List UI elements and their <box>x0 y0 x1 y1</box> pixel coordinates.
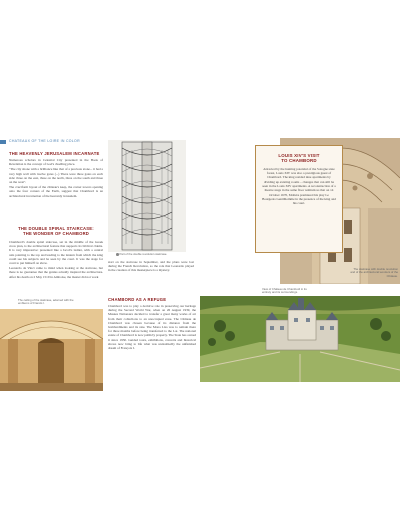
box-text: Attracted by the hunting potential of the Sologne state forest, Louis XIV was also a prestigious guest of Chambord. The king resided nine apartments by dividing up existing rooms – changes that can still be seen in the Louis XIV apartments. A reconstruction of a theatre stage in the same floor reminds us that on 14 October 1670, Molière premiered his play Le Bourgeois Gentilhomme in the presence of the king and his court. <box>262 166 336 206</box>
staircase-engraving-image <box>108 140 186 252</box>
section-staircase-continued: start on the staircase in September, and the plans were lost during the French Revolution, so the role that Leonardo played in the creation of this masterpiece is a mystery. <box>108 260 194 273</box>
caption-staircase: Part of the double revolution staircase. <box>116 253 190 256</box>
heading-line: LOUIS XIV'S VISIT <box>278 153 320 158</box>
paragraph: The cruciform layout of the château's keep, the corner towers opening onto the four corners of the Earth, suggest that Chambord is an architectural incarnation of the heavenly Jerusalem. <box>9 185 103 198</box>
page-header: CHATEAUX OF THE LOIRE IN COLOR <box>9 139 80 143</box>
section-heading-jerusalem: THE HEAVENLY JERUSALEM INCARNATE <box>9 151 100 156</box>
heading-line: THE WONDER OF CHAMBORD <box>22 231 90 236</box>
staircase-ceiling-photo <box>0 309 103 391</box>
caption-aerial: View of Château de Chambord in its entirety and its surroundings. <box>262 287 307 295</box>
aerial-chateau-photo <box>200 296 400 382</box>
section-refuge-text: Chambord was to play a decisive role in preserving our heritage during the Second World War, when on 26 August 1939, the Musées Nationaux decided to transfer a great many works of art from their collections to an unoccupied zone. The Château de Chambord was chosen because of its distance from the bombardments and its size. The Mona Lisa was to remain there for three months before being transferred to the Lot. The national estate of Chambord is now publicly property. The State has owned it since 1930. Guided tours, exhibitions, concerts and historical shows now bring to life what was undoubtedly the unfinished dream of François I. <box>108 304 196 351</box>
caption-lantern: The staircase with double revolution and of the architectural wonders of the Château. <box>350 267 398 278</box>
paragraph: Numerous scholars in Celestial City presented in the Book of Revelation is the concept of God's dwelling place. <box>9 158 103 167</box>
paragraph: "The city shone with a brilliance like that of a precious stone... it had a very high wall with twelve gates (...) There were three gates on each side: three on the east, three on the north, three on the south and three on the west". <box>9 167 103 185</box>
heading-line: THE DOUBLE SPIRAL STAIRCASE: <box>18 226 94 231</box>
section-heading-staircase <box>9 226 103 236</box>
paragraph: Chambord's double spiral staircase, set in the middle of the Greek cross plan, is the architectural feature that supports its biblical claims. It is very impressive: presented like a Jacob's ladder, with a central axis pointing to the top and leading to the lantern from which the king could see his subjects and be seen by the court. It was the stage for court to put himself on show. <box>9 240 103 266</box>
caption-dot-icon <box>116 253 119 256</box>
heading-line: TO CHAMBORD <box>281 158 317 164</box>
paragraph: Leonardo da Vinci came to mind when looking at the staircase, but there is no guarantee that the genius actually inspired the architecture. After his death on 2 May 1519 in Amboise, the master did not work <box>9 266 103 279</box>
section-heading-refuge: CHAMBORD AS A REFUGE <box>108 297 167 302</box>
caption-ceiling: The ceiling of the staircase, adorned with the emblems of Francis I. <box>18 298 74 306</box>
header-marker <box>0 140 6 144</box>
section-jerusalem-text <box>9 158 103 198</box>
box-heading <box>256 153 342 164</box>
louis-xiv-box <box>255 145 343 253</box>
section-staircase-text <box>9 240 103 279</box>
